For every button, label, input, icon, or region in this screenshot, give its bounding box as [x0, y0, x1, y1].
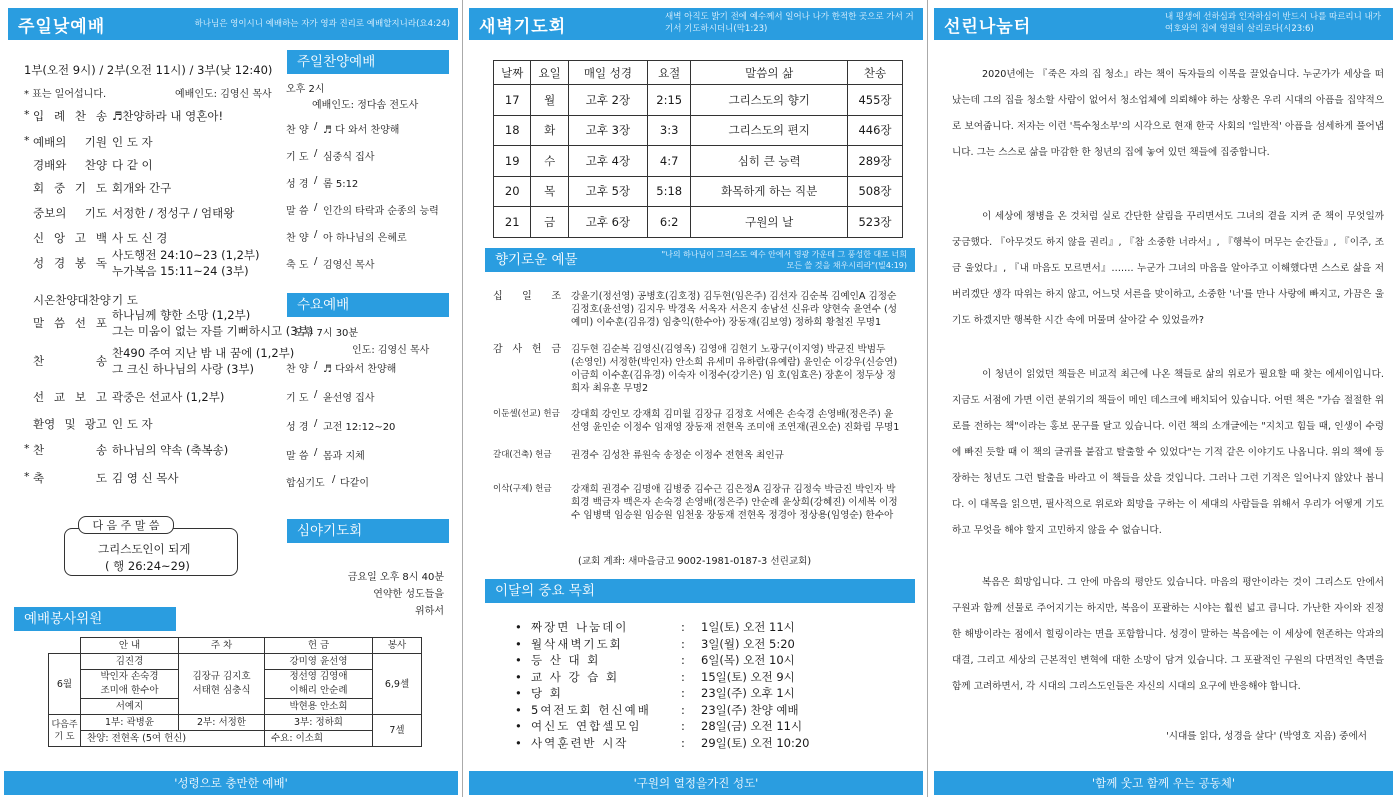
praise-item-value: 인간의 타락과 순종의 능력	[323, 206, 439, 217]
next-5: 수요: 이소희	[265, 731, 373, 747]
praise-leader: 예배인도: 정다솜 전도사	[312, 100, 419, 111]
gift-label: 이삭(구제) 헌금	[493, 484, 552, 494]
night-l3: 위하서	[415, 606, 444, 617]
table-cell: 455장	[848, 85, 903, 116]
table-cell: 월	[531, 85, 568, 116]
event-date: 3일(월) 오전 5:20	[701, 636, 795, 651]
ch-guide: 안 내	[81, 638, 179, 654]
table-cell: 화	[531, 115, 568, 146]
table-cell: 18	[494, 115, 531, 146]
next-3: 3부: 정하희	[265, 715, 373, 731]
order-label: 예배의 기원	[33, 135, 107, 149]
praise-item-slash: /	[314, 148, 318, 159]
offer-2: 정선영 김영애	[289, 671, 348, 682]
table-body	[494, 85, 903, 238]
committee-table	[48, 637, 422, 747]
offer-4: 박현용 안소희	[265, 699, 373, 715]
table-cell: 구원의 날	[691, 207, 848, 238]
table-cell: 그리스도의 편지	[691, 115, 848, 146]
dawn-prayer-header	[469, 8, 923, 40]
event-row	[515, 736, 810, 752]
table-cell: 17	[494, 85, 531, 116]
next-1: 1부: 곽병윤	[81, 715, 179, 731]
committee-month: 6월	[49, 654, 81, 715]
event-colon: :	[681, 735, 685, 750]
wed-item-slash: /	[314, 360, 318, 371]
col2-footer: '구원의 열정을가진 성도'	[469, 771, 923, 795]
order-label: 축 도	[33, 471, 107, 485]
gift-label: 갈대(건축) 헌금	[493, 450, 552, 460]
order-value-2: 누가복음 15:11~24 (3부)	[112, 264, 249, 278]
sharing-verse: 내 평생에 선하심과 인자하심이 반드시 나를 따르리니 내가 여호와의 집에 영원히 살리로다(시23:6)	[1165, 12, 1381, 34]
order-label: 회 중 기 도	[33, 181, 107, 195]
table-cell: 심히 큰 능력	[691, 146, 848, 177]
order-value: 찬490 주여 지난 밤 내 꿈에 (1,2부)	[112, 346, 295, 360]
wed-item-label: 성 경	[286, 422, 309, 433]
event-date: 23일(주) 찬양 예배	[701, 702, 799, 717]
order-value: 기 도	[112, 293, 138, 307]
praise-item-label: 찬 양	[286, 233, 309, 244]
wednesday-service-title: 수요예배	[297, 297, 350, 313]
praise-item-label: 성 경	[286, 179, 309, 190]
order-star: *	[24, 134, 30, 147]
serve-1: 6,9셀	[373, 654, 422, 715]
next-week-text: 그리스도인이 되게	[98, 542, 191, 556]
table-cell: 3:3	[648, 115, 691, 146]
event-name: 여신도 연합셀모임	[531, 719, 642, 733]
table-header: 말씀의 삶	[691, 61, 848, 85]
gift-names: 권경수 김성찬 류원숙 송정순 이정수 전현옥 최인규	[571, 450, 784, 461]
ch-park: 주 차	[179, 638, 265, 654]
table-cell: 화목하게 하는 직분	[691, 176, 848, 207]
order-label: 중보의 기도	[33, 206, 107, 220]
monthly-news-title: 이달의 중요 목회	[495, 583, 595, 599]
dawn-prayer-column	[462, 0, 927, 797]
event-name: 5여전도회 헌신예배	[531, 702, 651, 717]
table-cell: 고후 3장	[568, 115, 647, 146]
event-colon: :	[681, 702, 685, 717]
sharing-header	[934, 8, 1393, 40]
table-cell: 20	[494, 176, 531, 207]
event-colon: :	[681, 653, 685, 667]
order-value-2: 그 크신 하나님의 사랑 (3부)	[112, 362, 255, 376]
order-label: 시온찬양대찬양	[33, 293, 111, 307]
event-colon: :	[681, 636, 685, 651]
wed-item-slash: /	[314, 447, 318, 458]
table-cell: 2:15	[648, 85, 691, 116]
gift-label: 이둔셀(선교) 헌금	[493, 409, 560, 419]
table-cell: 고후 2장	[568, 85, 647, 116]
table-row	[494, 146, 903, 177]
event-row	[515, 653, 795, 669]
ch-offer: 헌 금	[265, 638, 373, 654]
table-row	[494, 115, 903, 146]
event-row	[515, 719, 802, 735]
event-date: 23일(주) 오후 1시	[701, 686, 795, 700]
event-name: 교 사 강 습 회	[531, 669, 620, 684]
wed-item-slash: /	[314, 418, 318, 429]
praise-item-slash: /	[314, 229, 318, 240]
event-row	[515, 620, 795, 636]
offering-verse: "나의 하나님이 그리스도 예수 안에서 영광 가운데 그 풍성한 대로 너희 모든 쓸 것을 채우시리라"(빌4:19)	[661, 250, 907, 270]
offer-3: 이해리 안순례	[289, 685, 348, 696]
order-value: 사도행전 24:10~23 (1,2부)	[112, 248, 260, 262]
wed-item-value: 다같이	[340, 478, 369, 489]
wed-item-label: 기 도	[286, 393, 309, 404]
praise-service-title: 주일찬양예배	[297, 54, 376, 70]
order-value: 인 도 자	[112, 417, 153, 431]
event-row	[515, 686, 795, 702]
event-bullet: •	[515, 636, 522, 651]
order-label: 찬 송	[33, 443, 107, 457]
next-week-label: 다 음 주 말 씀	[78, 516, 174, 534]
order-value: 김 영 신 목사	[112, 471, 179, 485]
monthly-news-header	[485, 579, 915, 603]
praise-item-slash: /	[314, 175, 318, 186]
sunday-worship-title: 주일낮예배	[18, 17, 106, 37]
praise-time: 오후 2시	[286, 84, 325, 95]
order-value-2: 그는 미움이 없는 자를 기뻐하시고 (3부)	[112, 324, 314, 338]
praise-item-value: 심중식 집사	[323, 152, 375, 163]
offer-1: 강미영 윤선영	[265, 654, 373, 670]
table-header: 요일	[531, 61, 568, 85]
essay-paragraph: 이 세상에 챙병을 온 것처럼 실로 간단한 살림을 꾸리면서도 그녀의 곁을 지켜 준 책이 무엇일까 궁금했다. 『아무것도 하지 않을 권리』, 『참 소중한 너라서』, 『행복이 머무는 순간들』, 『이주, 조금 울었다』, 『내 마음도 모르면서』……. 누군가 그녀의 마음을 알아주고 이해했다면 스스로 삶을 저버리겠단 생각 따위는 하지 않고, 어느덧 서른을 맞이하고, 소중한 '너'를 만나 사랑에 빠지고, 가끔은 울기도 하겠지만 행복한 시간 속에 머물며 살아갈 수 있었을까?	[952, 211, 1384, 326]
wednesday-service-header	[287, 293, 449, 317]
wed-item-value: ♬ 다와서 찬양해	[323, 364, 397, 375]
praise-item-slash: /	[314, 202, 318, 213]
table-row	[494, 207, 903, 238]
wed-item-value: 윤선영 집사	[323, 393, 375, 404]
committee-title: 예배봉사위원	[24, 611, 103, 627]
gift-names: 강윤기(정선영) 공병호(김호정) 김두현(임은주) 김선자 김순복 김예인A 김정순 김정호(윤선영) 김지우 박경옥 서옥자 서은지 송남선 신유라 양현숙 윤연수 (성예미) 이수훈(김유경) 임충익(한수아) 장동재(김보영) 정하희 황철진 무명1	[571, 291, 897, 328]
event-date: 1일(토) 오전 11시	[701, 620, 795, 634]
event-name: 당 회	[531, 686, 563, 700]
order-value: 인 도 자	[112, 135, 153, 149]
order-star: *	[24, 442, 30, 455]
table-cell: 고후 4장	[568, 146, 647, 177]
ch-serve: 봉사	[373, 638, 422, 654]
essay-paragraph: 2020년에는 『죽은 자의 집 청소』라는 책이 독자들의 이목을 끌었습니다. 누군가가 세상을 떠났는데 그의 집을 청소할 사람이 없어서 청소업체에 의뢰해야 하는 상황은 우리 시대의 아픔을 집약적으로 보여줍니다. 저자는 이런 '특수청소부'의 시각으로 현재 한국 사회의 '일반적' 아픔을 섬세하게 풀어냅니다. 그는 스스로 삶을 마감한 한 청년의 집에 놓여 있던 책들에 집중합니다.	[952, 69, 1384, 158]
event-date: 15일(토) 오전 9시	[701, 669, 795, 684]
praise-service-header	[287, 50, 449, 74]
order-label: 선 교 보 고	[33, 390, 107, 404]
order-value: 사 도 신 경	[112, 231, 168, 245]
col3-footer: '함께 웃고 함께 우는 공동체'	[934, 771, 1393, 795]
table-cell: 목	[531, 176, 568, 207]
park-1: 김장규 김지호	[192, 671, 251, 682]
table-cell: 그리스도의 향기	[691, 85, 848, 116]
event-bullet: •	[515, 669, 522, 684]
event-name: 등 산 대 회	[531, 653, 601, 667]
praise-item-slash: /	[314, 256, 318, 267]
committee-header	[14, 607, 176, 631]
wed-item-slash: /	[332, 474, 336, 485]
service-times: 1부(오전 9시) / 2부(오전 11시) / 3부(낮 12:40)	[24, 63, 273, 77]
praise-item-label: 기 도	[286, 152, 309, 163]
event-row	[515, 637, 795, 653]
offering-title: 향기로운 예물	[495, 252, 578, 268]
praise-item-slash: /	[314, 121, 318, 132]
dawn-prayer-title: 새벽기도회	[479, 17, 567, 37]
table-cell: 고후 6장	[568, 207, 647, 238]
table-header: 날짜	[494, 61, 531, 85]
event-colon: :	[681, 686, 685, 700]
table-cell: 19	[494, 146, 531, 177]
event-name: 월삭새벽기도회	[531, 636, 623, 651]
table-cell: 4:7	[648, 146, 691, 177]
sunday-worship-column	[0, 0, 462, 797]
bible-reading-table	[493, 60, 903, 238]
order-value: 곽중은 선교사 (1,2부)	[112, 390, 225, 404]
table-cell: 수	[531, 146, 568, 177]
order-label: 찬 송	[33, 354, 107, 368]
order-label: 신 앙 고 백	[33, 231, 107, 245]
committee-next: 다음주 기 도	[49, 715, 81, 747]
event-bullet: •	[515, 653, 522, 667]
event-colon: :	[681, 719, 685, 733]
order-label: 말 씀 선 포	[33, 316, 107, 330]
event-row	[515, 703, 799, 719]
gift-names: 강재희 권경수 김명애 김병중 김수근 김은정A 김장규 김정숙 박금진 박인자 박희경 백금자 백은자 손숙경 손영배(정은주) 안순례 윤상희(강혜진) 이세복 이정수 임병택 임승원 임승원 임천웅 장동재 전현옥 정경아 정상용(임영순) 한수아	[571, 484, 898, 521]
order-value: 하나님께 향한 소망 (1,2부)	[112, 308, 251, 322]
sharing-title: 선린나눔터	[944, 17, 1032, 37]
praise-item-value: ♬ 다 와서 찬양해	[323, 125, 400, 136]
next-2: 2부: 서정한	[179, 715, 265, 731]
church-account: (교회 계좌: 새마을금고 9002-1981-0187-3 선린교회)	[578, 556, 812, 567]
worship-leader: 예배인도: 김영신 목사	[175, 89, 272, 100]
park-2: 서태현 심충식	[192, 685, 251, 696]
order-label: 입 례 찬 송	[33, 109, 107, 123]
praise-item-label: 찬 양	[286, 125, 309, 136]
col1-footer: '성령으로 충만한 예배'	[4, 771, 458, 795]
event-date: 28일(금) 오전 11시	[701, 719, 803, 733]
order-label: 성 경 봉 독	[33, 256, 107, 270]
table-cell: 금	[531, 207, 568, 238]
guide-1: 김진경	[81, 654, 179, 670]
serve-2: 7셀	[373, 715, 422, 747]
event-name: 사역훈련반 시작	[531, 735, 629, 750]
gift-names: 김두현 김순복 김영신(김영옥) 김영애 김현기 노광구(이지영) 박균진 박범두 (손영인) 서정한(박인자) 안소희 유세미 유하람(유예람) 윤인순 이강우(신승연) 이금희 이수훈(김유경) 이숙자 이정수(강기은) 임 호(임효은) 장훈이 정두상 정희자 최유훈 무명2	[571, 344, 898, 394]
event-bullet: •	[515, 702, 522, 717]
table-header: 찬송	[848, 61, 903, 85]
event-bullet: •	[515, 735, 522, 750]
gift-label: 십 일 조	[493, 291, 561, 302]
praise-item-label: 축 도	[286, 260, 309, 271]
event-date: 29일(토) 오전 10:20	[701, 735, 810, 750]
table-row	[494, 85, 903, 116]
wed-item-label: 찬 양	[286, 364, 309, 375]
guide-4: 서예지	[81, 699, 179, 715]
event-colon: :	[681, 669, 685, 684]
wed-item-slash: /	[314, 389, 318, 400]
night-prayer-title: 심야기도회	[297, 523, 363, 539]
event-bullet: •	[515, 719, 522, 733]
dawn-prayer-verse: 새벽 아직도 밝기 전에 예수께서 일어나 나가 한적한 곳으로 가서 거기서 기도하시더니(막1:23)	[665, 12, 914, 34]
wed-item-value: 몸과 지체	[323, 451, 365, 462]
order-value: 회개와 간구	[112, 181, 172, 195]
gift-names: 강대희 강인모 강재희 김미월 김장규 김정호 서예은 손숙경 손영배(정은주) 윤선영 윤인순 이정수 임재영 장동재 전현옥 조미애 조연재(권오순) 진화림 무명1	[571, 409, 900, 433]
order-star: *	[24, 108, 30, 121]
night-prayer-header	[287, 519, 449, 543]
event-name: 짜장면 나눔데이	[531, 620, 629, 634]
praise-item-value: 아 하나님의 은혜로	[323, 233, 407, 244]
event-row	[515, 670, 795, 686]
order-label: 경배와 찬양	[33, 158, 107, 172]
event-date: 6일(목) 오전 10시	[701, 653, 795, 667]
table-header: 요절	[648, 61, 691, 85]
night-l2: 연약한 성도들을	[373, 589, 444, 600]
table-cell: 446장	[848, 115, 903, 146]
essay-paragraph: 이 청년이 읽었던 책들은 비교적 최근에 나온 책들로 삶의 위로가 필요할 때 찾는 에세이입니다. 지금도 서점에 가면 이런 분위기의 책들이 메인 데스크에 배치되어 있습니다. 어떤 책은 "가슴 절절한 위로를 전하는 책"이라는 홍보 문구를 달고 있습니다. 이런 책의 소개글에는 "지치고 힘들 때, 인생이 수렁에 빠진 듯할 때 이 책의 글귀를 붙잡고 탈출할 수 있었다"는 기적 같은 이야기도 나옵니다. 위의 책에 등장하는 청년도 그런 탈출을 바라고 이 책들을 샀을 것입니다. 그러나 그런 기적은 일어나지 않았나 봅니다. 이 대목을 읽으면, 필사적으로 위로와 희망을 구하는 이 세대의 사람들을 위해서 우리가 어떻게 기도하고 무엇을 해야 할지 고민하지 않을 수 없습니다.	[952, 369, 1384, 536]
wed-item-label: 합심기도	[286, 478, 325, 489]
event-bullet: •	[515, 686, 522, 700]
table-cell: 6:2	[648, 207, 691, 238]
wednesday-time: 오후 7시 30분	[294, 328, 359, 339]
stand-note: * 표는 일어섭니다.	[24, 89, 107, 100]
praise-item-value: 롬 5:12	[323, 179, 359, 190]
order-star: *	[24, 470, 30, 483]
sharing-column	[927, 0, 1397, 797]
next-4: 찬양: 전현옥 (5여 헌신)	[81, 731, 265, 747]
order-value: 하나님의 약속 (축복송)	[112, 443, 229, 457]
order-value: 서정한 / 정성구 / 엄태왕	[112, 206, 235, 220]
night-l1: 금요일 오후 8시 40분	[347, 572, 444, 583]
table-cell: 508장	[848, 176, 903, 207]
order-label: 환영 및 광고	[33, 417, 107, 431]
sunday-worship-verse: 하나님은 영이시니 예배하는 자가 영과 진리로 예배할지니라(요4:24)	[194, 19, 450, 29]
table-row	[494, 176, 903, 207]
essay-paragraph: 복음은 희망입니다. 그 안에 마음의 평안도 있습니다. 마음의 평안이라는 것이 그리스도 안에서 구원과 함께 선물로 주어지기는 하지만, 복음이 포괄하는 시야는 훨씬 넓고 큽니다. 가난한 자이와 진정한 해방이라는 점에서 힐링이라는 면을 포함합니다. 성경이 말하는 복음에는 이 세상에 현존하는 악과의 대결, 그리고 세상의 근본적인 변혁에 대한 소망이 담겨 있습니다. 그 포괄적인 구원의 다면적인 측면을 함께 고려하면서, 각 시대의 그리스도인들은 자신의 시대의 요구에 반응해야 합니다.	[952, 577, 1384, 692]
table-header-row	[494, 61, 903, 85]
event-colon: :	[681, 620, 685, 634]
guide-2: 박인자 손숙경	[100, 671, 159, 682]
table-cell: 289장	[848, 146, 903, 177]
gift-label: 감 사 헌 금	[493, 344, 561, 355]
next-week-ref: ( 행 26:24~29)	[105, 559, 190, 573]
praise-item-label: 말 씀	[286, 206, 309, 217]
table-cell: 21	[494, 207, 531, 238]
sunday-worship-header	[8, 8, 458, 40]
table-header: 매일 성경	[568, 61, 647, 85]
table-cell: 고후 5장	[568, 176, 647, 207]
order-value: 다 같 이	[112, 158, 153, 172]
praise-item-value: 김영신 목사	[323, 260, 375, 271]
event-bullet: •	[515, 620, 522, 634]
guide-3: 조미애 한수아	[100, 685, 159, 696]
offering-header	[485, 248, 915, 272]
wednesday-leader: 인도: 김영신 목사	[352, 345, 430, 356]
table-cell: 523장	[848, 207, 903, 238]
order-value: ♬찬양하라 내 영혼아!	[112, 109, 224, 123]
essay-source: '시대를 읽다, 성경을 살다' (박영호 지음) 중에서	[1166, 731, 1367, 742]
wed-item-value: 고전 12:12~20	[323, 422, 396, 433]
table-cell: 5:18	[648, 176, 691, 207]
wed-item-label: 말 씀	[286, 451, 309, 462]
